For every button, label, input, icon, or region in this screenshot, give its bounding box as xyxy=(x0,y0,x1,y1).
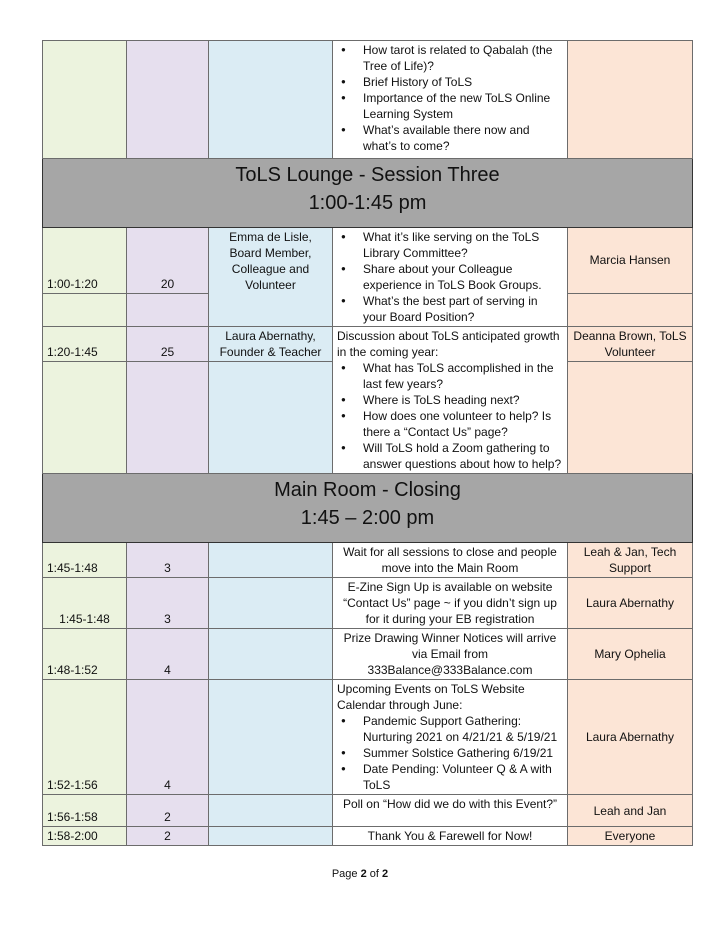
time-cell: 1:45-1:48 xyxy=(43,543,127,578)
host-cell: Leah & Jan, Tech Support xyxy=(568,543,693,578)
section-header xyxy=(43,159,693,228)
table-row xyxy=(43,795,693,827)
table-row xyxy=(43,543,693,578)
list-item: ● Where is ToLS heading next? xyxy=(363,392,563,408)
section-header xyxy=(43,474,693,543)
table-row xyxy=(43,827,693,846)
minutes-cell: 25 xyxy=(127,327,209,362)
list-item: ● Date Pending: Volunteer Q & A with ToLS xyxy=(363,761,563,793)
topic-cell: Thank You & Farewell for Now! xyxy=(333,827,568,846)
section-title: ToLS Lounge - Session Three xyxy=(235,164,500,186)
page-total: 2 xyxy=(382,868,389,880)
list-item: ● Pandemic Support Gathering: Nurturing 2021 on 4/21/21 & 5/19/21 xyxy=(363,713,563,745)
list-item: ● Will ToLS hold a Zoom gathering to answer questions about how to help? xyxy=(363,440,563,472)
presenter-cell: Emma de Lisle, Board Member, Colleague and Volunteer xyxy=(209,228,333,327)
list-item: ● What’s available there now and what’s to come? xyxy=(363,122,563,154)
agenda-table xyxy=(42,40,693,846)
minutes-cell: 4 xyxy=(127,629,209,680)
list-item: ● How does one volunteer to help? Is there a “Contact Us” page? xyxy=(363,408,563,440)
list-item: ● Summer Solstice Gathering 6/19/21 xyxy=(363,745,563,761)
table-row xyxy=(43,41,693,159)
host-cell: Deanna Brown, ToLS Volunteer xyxy=(568,327,693,362)
table-row xyxy=(43,327,693,362)
topic-cell xyxy=(333,228,568,327)
topic-intro: Upcoming Events on ToLS Website Calendar through June: xyxy=(337,682,525,712)
host-cell: Laura Abernathy xyxy=(568,680,693,795)
section-title: Main Room - Closing xyxy=(274,479,461,501)
time-cell: 1:52-1:56 xyxy=(43,680,127,795)
host-cell: Everyone xyxy=(568,827,693,846)
list-item: ● How tarot is related to Qabalah (the Tree of Life)? xyxy=(363,42,563,74)
list-item: ● What has ToLS accomplished in the last few years? xyxy=(363,360,563,392)
minutes-cell: 2 xyxy=(127,795,209,827)
time-cell: 1:58-2:00 xyxy=(43,827,127,846)
list-item: ● What it’s like serving on the ToLS Library Committee? xyxy=(363,229,563,261)
section-header-row xyxy=(43,159,693,228)
topic-cell: Poll on “How did we do with this Event?” xyxy=(333,795,568,827)
presenter-cell: Laura Abernathy, Founder & Teacher xyxy=(209,327,333,362)
minutes-cell: 4 xyxy=(127,680,209,795)
list-item: ● What’s the best part of serving in your Board Position? xyxy=(363,293,563,325)
minutes-cell: 20 xyxy=(127,228,209,294)
page-footer: Page 2 of 2 xyxy=(331,868,389,880)
minutes-cell: 2 xyxy=(127,827,209,846)
list-item: ● Brief History of ToLS xyxy=(363,74,563,90)
section-time: 1:45 – 2:00 pm xyxy=(300,507,435,529)
table-row xyxy=(43,228,693,294)
topic-cell xyxy=(333,41,568,159)
table-row xyxy=(43,680,693,795)
section-header-row xyxy=(43,474,693,543)
topic-cell: E-Zine Sign Up is available on website “Contact Us” page ~ if you didn’t sign up for it during your EB registration xyxy=(333,578,568,629)
time-cell: 1:20-1:45 xyxy=(43,327,127,362)
topic-cell xyxy=(333,680,568,795)
list-item: ● Importance of the new ToLS Online Learning System xyxy=(363,90,563,122)
topic-cell: Prize Drawing Winner Notices will arrive via Email from 333Balance@333Balance.com xyxy=(333,629,568,680)
time-cell: 1:48-1:52 xyxy=(43,629,127,680)
table-row xyxy=(43,629,693,680)
minutes-cell: 3 xyxy=(127,578,209,629)
host-cell: Marcia Hansen xyxy=(568,228,693,294)
topic-cell xyxy=(333,327,568,474)
table-row xyxy=(43,578,693,629)
section-time: 1:00-1:45 pm xyxy=(308,192,427,214)
time-cell: 1:45-1:48 xyxy=(43,578,127,629)
host-cell: Leah and Jan xyxy=(568,795,693,827)
time-cell: 1:00-1:20 xyxy=(43,228,127,294)
topic-cell: Wait for all sessions to close and people move into the Main Room xyxy=(333,543,568,578)
host-cell: Mary Ophelia xyxy=(568,629,693,680)
page-number: 2 xyxy=(360,868,367,880)
minutes-cell: 3 xyxy=(127,543,209,578)
time-cell: 1:56-1:58 xyxy=(43,795,127,827)
host-cell: Laura Abernathy xyxy=(568,578,693,629)
list-item: ● Share about your Colleague experience in ToLS Book Groups. xyxy=(363,261,563,293)
topic-intro: Discussion about ToLS anticipated growth in the coming year: xyxy=(337,329,560,359)
